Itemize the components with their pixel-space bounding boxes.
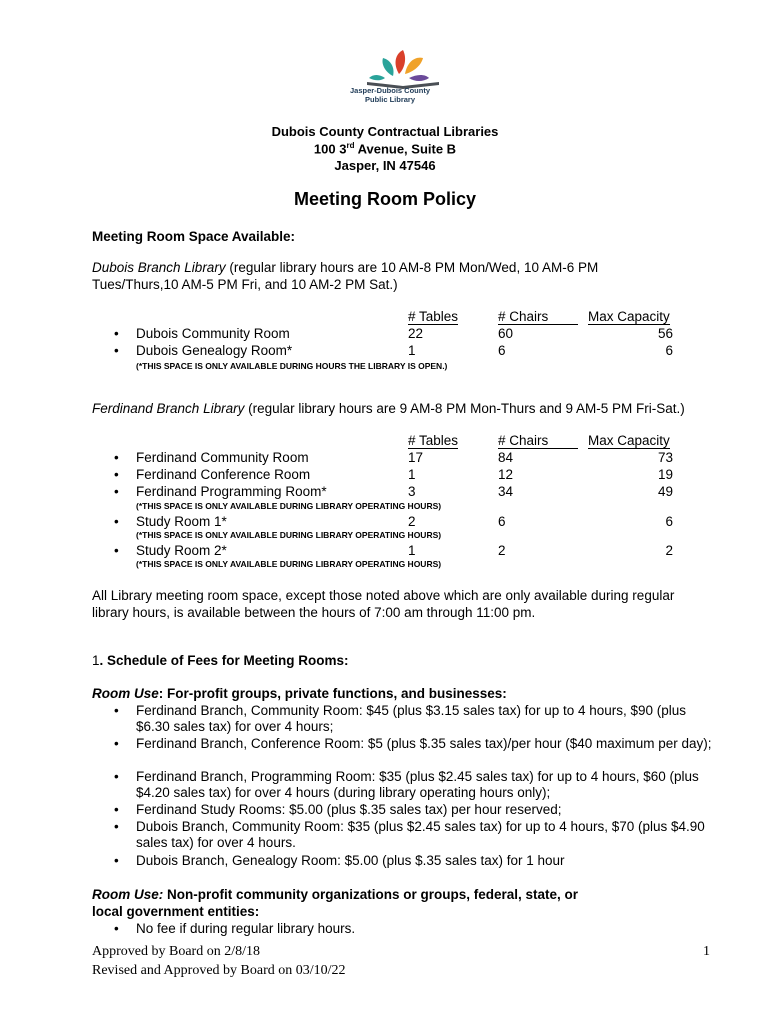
- bullet-icon: •: [114, 819, 119, 834]
- room-name: Dubois Community Room: [136, 326, 290, 341]
- room-tables: 1: [408, 467, 416, 482]
- address-line-2: 100 3rd Avenue, Suite B: [313, 141, 457, 157]
- list-item: Ferdinand Study Rooms: $5.00 (plus $.35 sales tax) per hour reserved;: [136, 802, 562, 817]
- address-line-1: Dubois County Contractual Libraries: [271, 124, 499, 139]
- logo-line-1: Jasper-Dubois County: [349, 86, 430, 95]
- room-tables: 22: [408, 326, 424, 341]
- ferdinand-hours: Ferdinand Branch Library (regular library hours are 9 AM-8 PM Mon-Thurs and 9 AM-5 PM Fri-Sat.): [92, 401, 685, 416]
- bullet-icon: •: [114, 769, 119, 784]
- ferdinand-note: (*THIS SPACE IS ONLY AVAILABLE DURING LIBRARY OPERATING HOURS): [136, 559, 442, 569]
- room-capacity: 56: [657, 326, 673, 341]
- room-chairs: 84: [498, 450, 514, 465]
- logo-text: [330, 86, 450, 104]
- nonprofit-heading-2: local government entities:: [92, 904, 260, 919]
- schedule-heading: 1. Schedule of Fees for Meeting Rooms:: [92, 653, 349, 668]
- list-item: Dubois Branch, Genealogy Room: $5.00 (plus $.35 sales tax) for 1 hour: [136, 853, 565, 868]
- list-item: Ferdinand Branch, Conference Room: $5 (plus $.35 sales tax)/per hour ($40 maximum per day);: [136, 736, 712, 751]
- space-heading: Meeting Room Space Available:: [92, 229, 296, 244]
- bullet-icon: •: [114, 514, 119, 529]
- bullet-icon: •: [114, 802, 119, 817]
- list-item: No fee if during regular library hours.: [136, 921, 356, 936]
- room-name: Dubois Genealogy Room*: [136, 343, 293, 358]
- page-number: 1: [703, 944, 710, 959]
- bullet-icon: •: [114, 543, 119, 558]
- bullet-icon: •: [114, 853, 119, 868]
- room-name: Ferdinand Community Room: [136, 450, 309, 465]
- room-chairs: 6: [498, 343, 506, 358]
- footer-approved: Approved by Board on 2/8/18: [92, 944, 260, 959]
- list-item: Ferdinand Branch, Programming Room: $35 (plus $2.45 sales tax) for up to 4 hours, $60 (plus $4.20 sales tax) for over 4 hours (during library operating hours only);: [136, 769, 699, 800]
- list-item: Ferdinand Branch, Community Room: $45 (plus $3.15 sales tax) for up to 4 hours, $90 (plus $6.30 sales tax) for over 4 hours;: [136, 703, 687, 734]
- ferdinand-note: (*THIS SPACE IS ONLY AVAILABLE DURING LIBRARY OPERATING HOURS): [136, 501, 442, 511]
- room-chairs: 2: [498, 543, 506, 558]
- bullet-icon: •: [114, 736, 119, 751]
- room-tables: 17: [408, 450, 424, 465]
- dubois-header-tables: # Tables: [408, 309, 459, 324]
- room-name: Ferdinand Programming Room*: [136, 484, 327, 499]
- bullet-icon: •: [114, 343, 119, 358]
- dubois-header-capacity: Max Capacity: [588, 309, 670, 324]
- bullet-icon: •: [114, 484, 119, 499]
- room-capacity: 73: [657, 450, 673, 465]
- room-tables: 3: [408, 484, 416, 499]
- ferdinand-header-tables: # Tables: [408, 433, 459, 448]
- bullet-icon: •: [114, 703, 119, 718]
- room-name: Study Room 2*: [136, 543, 227, 558]
- room-chairs: 60: [498, 326, 514, 341]
- bullet-icon: •: [114, 450, 119, 465]
- bullet-icon: •: [114, 467, 119, 482]
- room-name: Study Room 1*: [136, 514, 227, 529]
- bullet-icon: •: [114, 326, 119, 341]
- room-capacity: 6: [665, 514, 673, 529]
- forprofit-heading: Room Use: For-profit groups, private functions, and businesses:: [92, 686, 507, 701]
- all-spaces-paragraph: All Library meeting room space, except those noted above which are only available during regular library hours, is available between the hours of 7:00 am through 11:00 pm.: [92, 588, 675, 620]
- dubois-hours-line-1: Dubois Branch Library (regular library hours are 10 AM-8 PM Mon/Wed, 10 AM-6 PM: [92, 260, 599, 275]
- bullet-icon: •: [114, 921, 119, 936]
- room-capacity: 19: [657, 467, 673, 482]
- room-capacity: 2: [665, 543, 673, 558]
- address-line-3: Jasper, IN 47546: [334, 158, 436, 173]
- ferdinand-note: (*THIS SPACE IS ONLY AVAILABLE DURING LIBRARY OPERATING HOURS): [136, 530, 442, 540]
- room-chairs: 12: [498, 467, 514, 482]
- room-tables: 1: [408, 543, 416, 558]
- dubois-hours-line-2: Tues/Thurs,10 AM-5 PM Fri, and 10 AM-2 PM Sat.): [92, 277, 398, 292]
- nonprofit-heading-1: Room Use: Non-profit community organizations or groups, federal, state, or: [92, 887, 579, 902]
- room-chairs: 34: [498, 484, 514, 499]
- page-title: Meeting Room Policy: [293, 189, 477, 209]
- dubois-header-chairs: # Chairs: [498, 309, 578, 325]
- ferdinand-header-capacity: Max Capacity: [588, 433, 670, 448]
- list-item: Dubois Branch, Community Room: $35 (plus $2.45 sales tax) for up to 4 hours, $70 (plus $4.90 sales tax) for over 4 hours.: [136, 819, 705, 850]
- room-tables: 1: [408, 343, 416, 358]
- room-chairs: 6: [498, 514, 506, 529]
- logo-line-2: Public Library: [364, 95, 415, 104]
- room-capacity: 6: [665, 343, 673, 358]
- room-capacity: 49: [657, 484, 673, 499]
- footer-revised: Revised and Approved by Board on 03/10/22: [92, 963, 346, 978]
- dubois-note: (*THIS SPACE IS ONLY AVAILABLE DURING HOURS THE LIBRARY IS OPEN.): [136, 361, 448, 371]
- ferdinand-header-chairs: # Chairs: [498, 433, 578, 449]
- room-tables: 2: [408, 514, 416, 529]
- room-name: Ferdinand Conference Room: [136, 467, 311, 482]
